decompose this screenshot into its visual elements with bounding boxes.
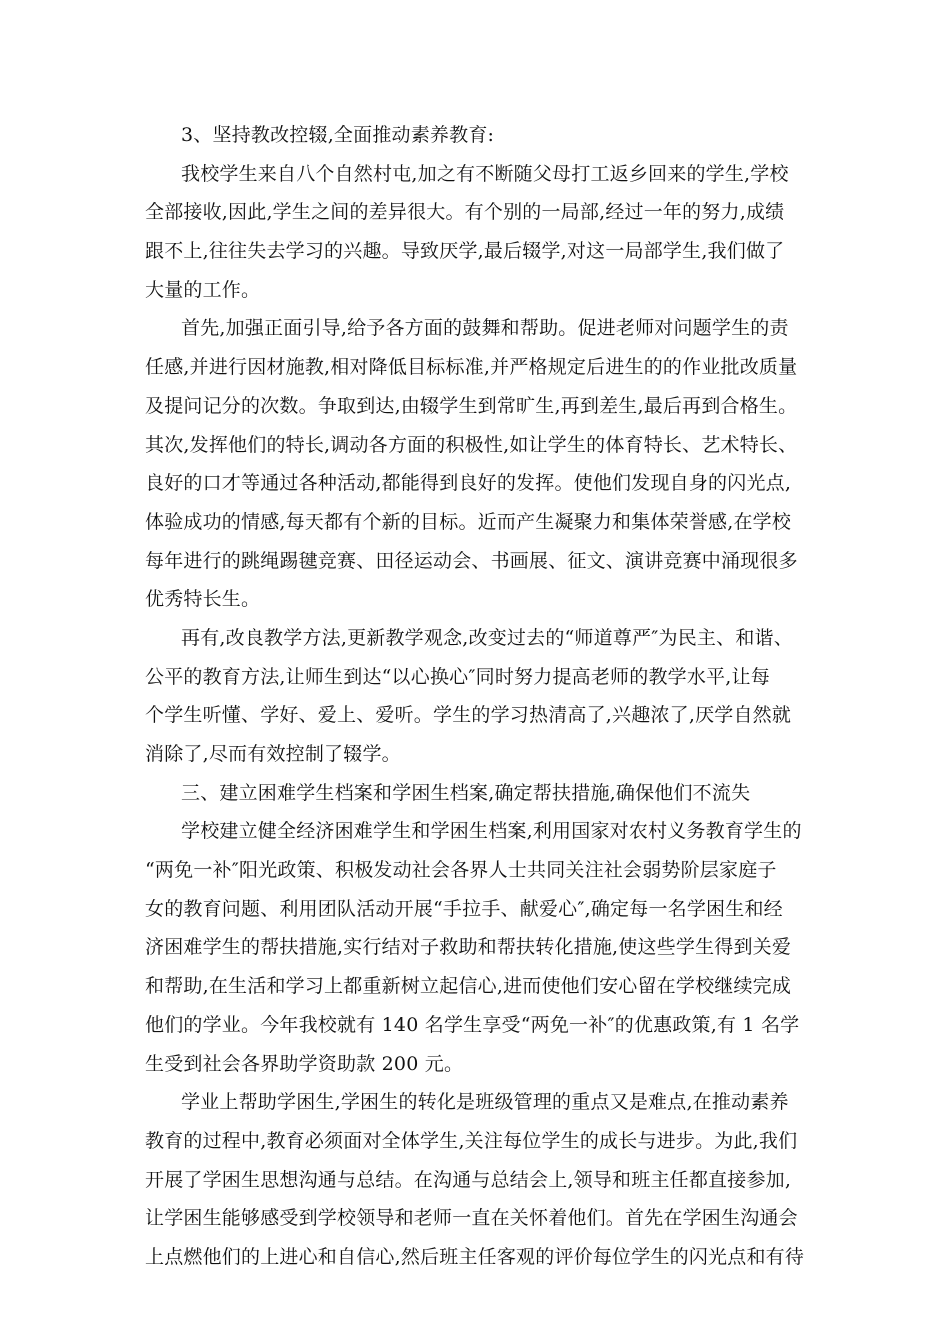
text-line: 和帮助,在生活和学习上都重新树立起信心,进而使他们安心留在学校继续完成 — [145, 975, 792, 998]
text-line: 让学困生能够感受到学校领导和老师一直在关怀着他们。首先在学困生沟通会 — [145, 1207, 798, 1230]
text-line: 再有,改良教学方法,更新教学观念,改变过去的“师道尊严″为民主、和谐、 — [181, 626, 793, 649]
text-line: 济困难学生的帮扶措施,实行结对子救助和帮扶转化措施,使这些学生得到关爱 — [145, 936, 792, 959]
text-line: 教育的过程中,教育必须面对全体学生,关注每位学生的成长与进步。为此,我们 — [145, 1129, 798, 1152]
text-line: 其次,发挥他们的特长,调动各方面的积极性,如让学生的体育特长、艺术特长、 — [145, 433, 798, 456]
text-line: 生受到社会各界助学资助款 200 元。 — [145, 1052, 464, 1075]
text-line: 及提问记分的次数。争取到达,由辍学生到常旷生,再到差生,最后再到合格生。 — [145, 394, 798, 417]
text-line: 开展了学困生思想沟通与总结。在沟通与总结会上,领导和班主任都直接参加, — [145, 1168, 792, 1191]
text-line: “两免一补″阳光政策、积极发动社会各界人士共同关注社会弱势阶层家庭子 — [145, 859, 777, 882]
text-line: 首先,加强正面引导,给予各方面的鼓舞和帮助。促进老师对问题学生的责 — [181, 317, 789, 340]
text-line: 3、坚持教改控辍,全面推动素养教育: — [181, 124, 495, 146]
text-line: 全部接收,因此,学生之间的差异很大。有个别的一局部,经过一年的努力,成绩 — [145, 201, 785, 224]
text-line: 个学生听懂、学好、爱上、爱听。学生的学习热清高了,兴趣浓了,厌学自然就 — [145, 704, 792, 727]
text-line: 学业上帮助学困生,学困生的转化是班级管理的重点又是难点,在推动素养 — [181, 1091, 789, 1114]
text-line: 跟不上,往往失去学习的兴趣。导致厌学,最后辍学,对这一局部学生,我们做了 — [145, 240, 785, 263]
text-line: 优秀特长生。 — [145, 588, 261, 611]
text-line: 学校建立健全经济困难学生和学困生档案,利用国家对农村义务教育学生的 — [181, 820, 802, 843]
text-line: 良好的口才等通过各种活动,都能得到良好的发挥。使他们发现自身的闪光点, — [145, 472, 792, 495]
text-line: 公平的教育方法,让师生到达“以心换心″同时努力提高老师的教学水平,让每 — [145, 665, 770, 688]
text-line: 上点燃他们的上进心和自信心,然后班主任客观的评价每位学生的闪光点和有待 — [145, 1245, 805, 1268]
text-line: 大量的工作。 — [145, 278, 261, 301]
text-line: 体验成功的情感,每天都有个新的目标。近而产生凝聚力和集体荣誉感,在学校 — [145, 510, 792, 533]
text-line: 他们的学业。今年我校就有 140 名学生享受“两免一补″的优惠政策,有 1 名学 — [145, 1013, 800, 1036]
section-heading: 三、建立困难学生档案和学困生档案,确定帮扶措施,确保他们不流失 — [181, 781, 751, 804]
text-line: 每年进行的跳绳踢毽竞赛、田径运动会、书画展、征文、演讲竞赛中涌现很多 — [145, 549, 798, 572]
text-line: 消除了,尽而有效控制了辍学。 — [145, 743, 401, 765]
text-line: 任感,并进行因材施教,相对降低目标标准,并严格规定后进生的的作业批改质量 — [145, 356, 798, 379]
text-line: 女的教育问题、利用团队活动开展“手拉手、献爱心″,确定每一名学困生和经 — [145, 897, 783, 920]
text-line: 我校学生来自八个自然村屯,加之有不断随父母打工返乡回来的学生,学校 — [181, 162, 789, 185]
document-body — [145, 116, 830, 1277]
